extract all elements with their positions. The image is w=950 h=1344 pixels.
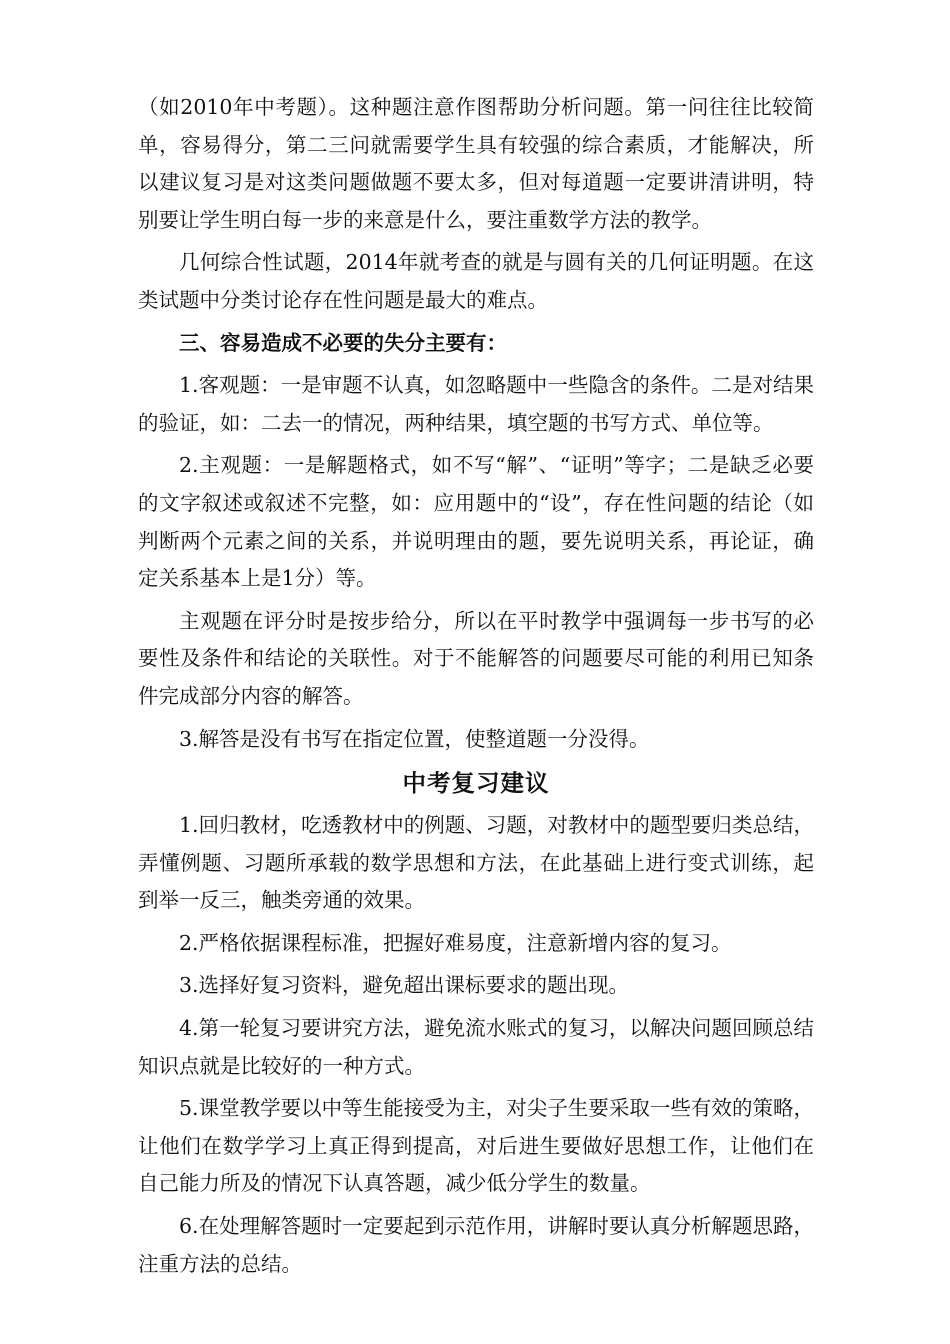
section-title-review: 中考复习建议 [402, 769, 550, 798]
section-heading-lost-points: 三、容易造成不必要的失分主要有： [179, 330, 507, 355]
list-item-subjective: 2.主观题：一是解题格式，如不写“解”、“证明”等字；二是缺乏必要的文字叙述或叙述不完整，如：应用题中的“设”，存在性问题的结论（如判断两个元素之间的关系，并说明理由的题，要先说明关系，再论证，确定关系基本上是1分）等。 [138, 453, 814, 591]
review-item-3: 3.选择好复习资料，避免超出课标要求的题出现。 [179, 973, 630, 998]
paragraph-exam-analysis: （如2010年中考题）。这种题注意作图帮助分析问题。第一问往往比较简单，容易得分，第二三问就需要学生具有较强的综合素质，才能解决，所以建议复习是对这类问题做题不要太多，但对每道题一定要讲清讲明，特别要让学生明白每一步的来意是什么，要注重数学方法的教学。 [138, 95, 814, 232]
review-item-4: 4.第一轮复习要讲究方法，避免流水账式的复习，以解决问题回顾总结知识点就是比较好的一种方式。 [138, 1016, 814, 1078]
list-item-objective: 1.客观题：一是审题不认真，如忽略题中一些隐含的条件。二是对结果的验证，如：二去一的情况，两种结果，填空题的书写方式、单位等。 [138, 373, 814, 435]
review-item-2: 2.严格依据课程标准，把握好难易度，注意新增内容的复习。 [179, 930, 732, 955]
review-item-5: 5.课堂教学要以中等生能接受为主，对尖子生要采取一些有效的策略，让他们在数学学习上真正得到提高，对后进生要做好思想工作，让他们在自己能力所及的情况下认真答题，减少低分学生的数量。 [138, 1096, 814, 1196]
review-item-1: 1.回归教材，吃透教材中的例题、习题，对教材中的题型要归类总结，弄懂例题、习题所承载的数学思想和方法，在此基础上进行变式训练，起到举一反三，触类旁通的效果。 [138, 813, 814, 913]
list-item-answer-position: 3.解答是没有书写在指定位置，使整道题一分没得。 [179, 726, 650, 751]
paragraph-scoring: 主观题在评分时是按步给分，所以在平时教学中强调每一步书写的必要性及条件和结论的关联性。对于不能解答的问题要尽可能的利用已知条件完成部分内容的解答。 [138, 608, 814, 708]
review-item-6: 6.在处理解答题时一定要起到示范作用，讲解时要认真分析解题思路，注重方法的总结。 [138, 1214, 814, 1276]
paragraph-geometry: 几何综合性试题，2014年就考查的就是与圆有关的几何证明题。在这类试题中分类讨论存在性问题是最大的难点。 [138, 250, 814, 312]
